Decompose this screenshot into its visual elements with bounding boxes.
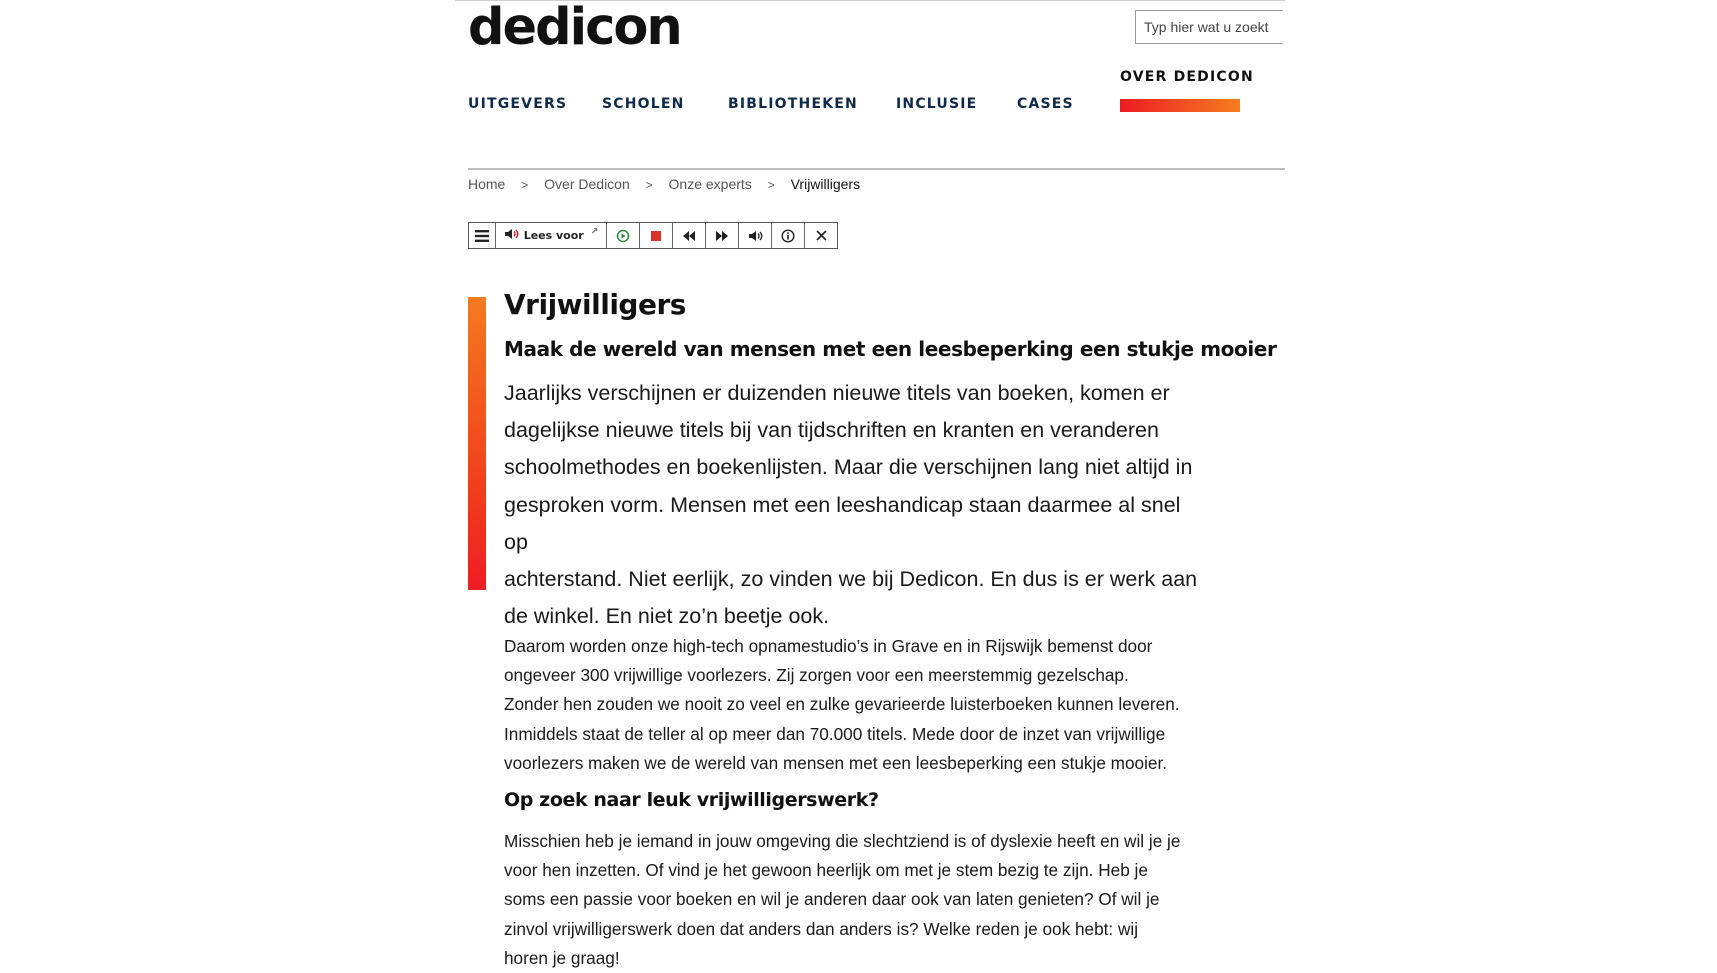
replay-icon[interactable] xyxy=(607,223,640,248)
breadcrumb-separator: > xyxy=(645,178,653,192)
intro-line: schoolmethodes en boekenlijsten. Maar die verschijnen lang niet altijd in xyxy=(504,455,1193,480)
body-line: voorlezers maken we de wereld van mensen met een leesbeperking een stukje mooier. xyxy=(504,752,1168,773)
body-paragraph-2 xyxy=(504,827,1224,973)
intro-line: achterstand. Niet eerlijk, zo vinden we bij Dedicon. En dus is er werk aan xyxy=(504,567,1198,592)
search-input[interactable] xyxy=(1135,10,1283,44)
breadcrumb-home[interactable]: Home xyxy=(468,176,506,192)
intro-line: Jaarlijks verschijnen er duizenden nieuwe titels van boeken, komen er xyxy=(504,381,1170,405)
body-line: soms een passie voor boeken en wil je anderen daar ook van laten genieten? Of wil je xyxy=(504,889,1160,910)
section-heading: Op zoek naar leuk vrijwilligerswerk? xyxy=(504,789,879,811)
forward-icon[interactable] xyxy=(706,223,739,248)
dedicon-logo[interactable]: dedicon xyxy=(468,0,681,57)
breadcrumb-separator: > xyxy=(521,178,529,192)
info-icon[interactable] xyxy=(772,223,805,248)
nav-inclusie[interactable]: INCLUSIE xyxy=(896,96,978,112)
body-line: Zonder hen zouden we nooit zo veel en zulke gevarieerde luisterboeken kunnen leveren. xyxy=(504,694,1180,715)
body-line: Daarom worden onze high-tech opnamestudio’s in Grave en in Rijswijk bemenst door xyxy=(504,636,1153,656)
accent-bar xyxy=(468,297,486,590)
external-link-icon: ↗ xyxy=(590,226,599,237)
intro-line: de winkel. En niet zo’n beetje ook. xyxy=(504,604,830,629)
active-nav-indicator xyxy=(1120,99,1240,112)
body-line: horen je graag! xyxy=(504,947,620,968)
page-title: Vrijwilligers xyxy=(504,288,686,321)
intro-line: dagelijkse nieuwe titels bij van tijdschriften en kranten en veranderen xyxy=(504,418,1159,443)
nav-uitgevers[interactable]: UITGEVERS xyxy=(468,96,568,112)
body-line: Misschien heb je iemand in jouw omgeving die slechtziend is of dyslexie heeft en wil je je xyxy=(504,831,1181,851)
nav-scholen[interactable]: SCHOLEN xyxy=(602,96,685,112)
stop-icon[interactable] xyxy=(640,223,673,248)
volume-icon[interactable] xyxy=(739,223,772,248)
breadcrumb xyxy=(468,176,860,192)
breadcrumb-over-dedicon[interactable]: Over Dedicon xyxy=(544,176,630,192)
breadcrumb-onze-experts[interactable]: Onze experts xyxy=(668,176,752,192)
nav-over-dedicon[interactable]: OVER DEDICON xyxy=(1120,69,1254,85)
menu-icon[interactable] xyxy=(469,223,496,248)
readspeaker-toolbar xyxy=(468,222,838,249)
header-divider xyxy=(468,168,1285,170)
body-line: voor hen inzetten. Of vind je het gewoon heerlijk om met je stem bezig te zijn. Heb je xyxy=(504,860,1148,881)
page xyxy=(455,0,1285,966)
body-line: zinvol vrijwilligerswerk doen dat anders dan anders is? Welke reden je ook hebt: wij xyxy=(504,918,1139,939)
body-paragraph-1 xyxy=(504,632,1224,778)
speaker-icon xyxy=(504,228,520,243)
nav-bibliotheken[interactable]: BIBLIOTHEKEN xyxy=(728,96,858,112)
rewind-icon[interactable] xyxy=(673,223,706,248)
intro-line: gesproken vorm. Mensen met een leeshandicap staan daarmee al snel op xyxy=(504,492,1181,554)
nav-cases[interactable]: CASES xyxy=(1017,96,1074,112)
body-line: ongeveer 300 vrijwillige voorlezers. Zij zorgen voor een meerstemmig gezelschap. xyxy=(504,665,1129,686)
lees-voor-label: Lees voor xyxy=(523,229,584,242)
close-icon[interactable] xyxy=(805,223,837,248)
intro-paragraph xyxy=(504,375,1204,635)
lees-voor-button[interactable] xyxy=(496,223,607,248)
breadcrumb-current: Vrijwilligers xyxy=(790,176,861,192)
breadcrumb-separator: > xyxy=(767,178,775,192)
body-line: Inmiddels staat de teller al op meer dan 70.000 titels. Mede door de inzet van vrijwillige xyxy=(504,723,1166,744)
page-subtitle: Maak de wereld van mensen met een leesbeperking een stukje mooier xyxy=(504,337,1277,361)
